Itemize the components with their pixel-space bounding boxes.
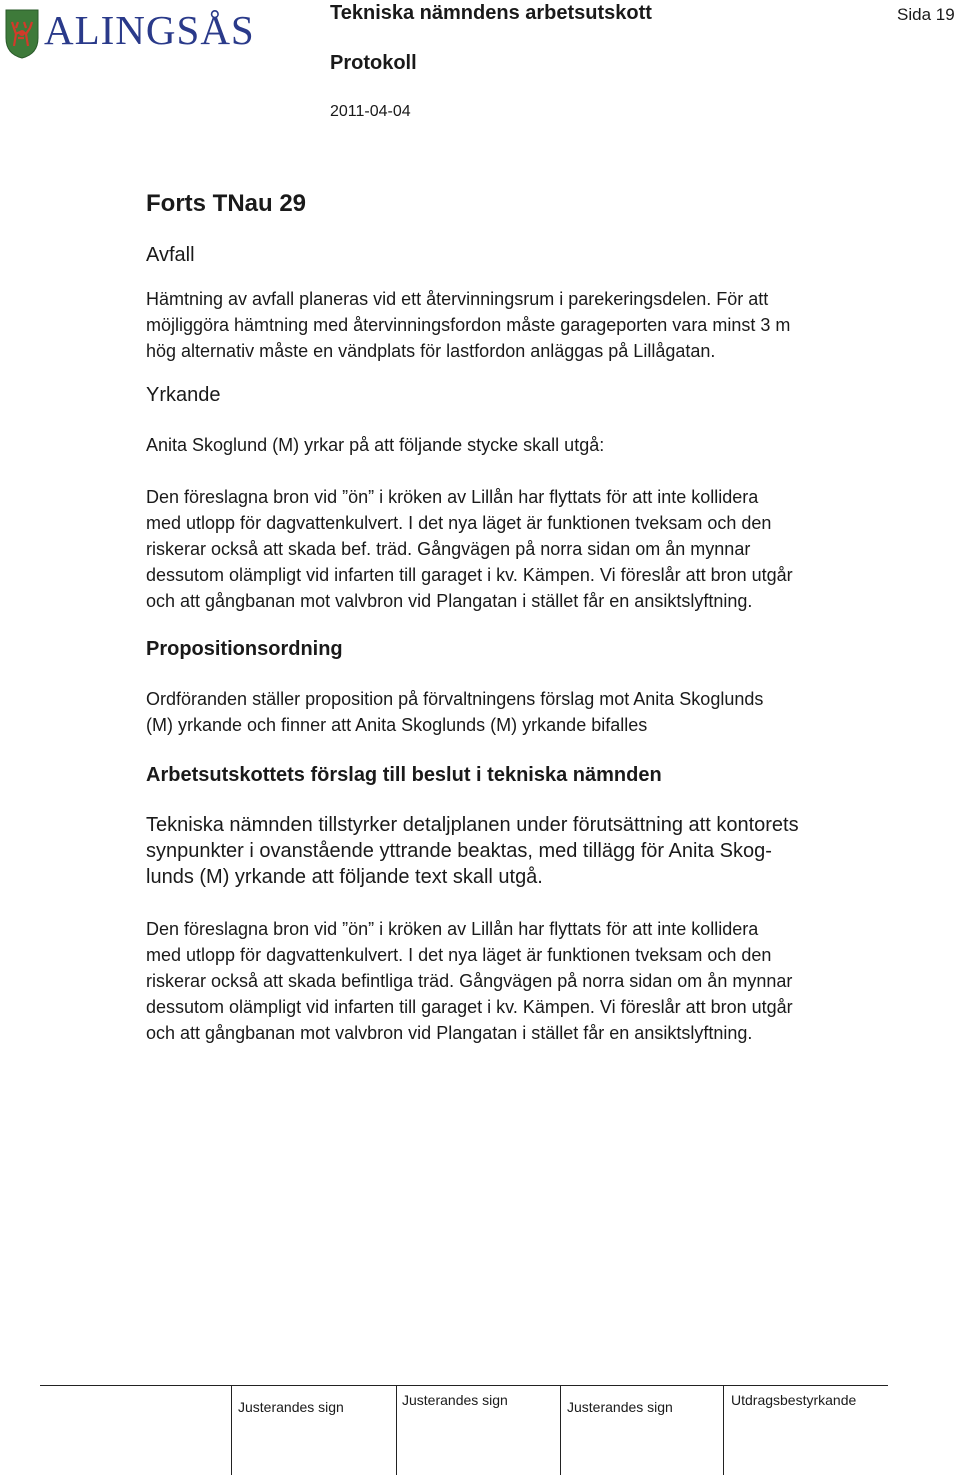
alingsas-logo xyxy=(0,4,260,62)
document-type: Protokoll xyxy=(330,52,417,74)
signature-label-2: Justerandes sign xyxy=(402,1392,508,1408)
text-line: dessutom olämpligt vid infarten till garaget i kv. Kämpen. Vi föreslår att bron utgår xyxy=(146,565,793,585)
text-line: (M) yrkande och finner att Anita Skoglunds (M) yrkande bifalles xyxy=(146,715,648,735)
yrkande-heading: Yrkande xyxy=(146,384,221,406)
text-line: dessutom olämpligt vid infarten till garaget i kv. Kämpen. Vi föreslår att bron utgår xyxy=(146,997,793,1017)
text-line: Den föreslagna bron vid ”ön” i kröken av Lillån har flyttats för att inte kollidera xyxy=(146,487,759,507)
subheading-avfall: Avfall xyxy=(146,244,195,266)
page-number: Sida 19 xyxy=(897,5,955,24)
document-date: 2011-04-04 xyxy=(330,103,411,120)
signature-divider xyxy=(396,1385,397,1475)
forslag-text xyxy=(146,812,906,890)
forslag-heading: Arbetsutskottets förslag till beslut i tekniska nämnden xyxy=(146,764,662,786)
yrkande-text xyxy=(146,484,906,614)
text-line: hög alternativ måste en vändplats för lastfordon anläggas på Lillågatan. xyxy=(146,341,716,361)
final-text xyxy=(146,916,906,1046)
text-line: Ordföranden ställer proposition på förvaltningens förslag mot Anita Skoglunds xyxy=(146,689,764,709)
signature-divider xyxy=(560,1385,561,1475)
signature-divider xyxy=(231,1385,232,1475)
text-line: och att gångbanan mot valvbron vid Plangatan i stället får en ansiktslyftning. xyxy=(146,1023,753,1043)
text-line: riskerar också att skada befintliga träd. Gångvägen på norra sidan om ån mynnar xyxy=(146,971,793,991)
text-line: riskerar också att skada bef. träd. Gångvägen på norra sidan om ån mynnar xyxy=(146,539,751,559)
propositionsordning-heading: Propositionsordning xyxy=(146,638,343,660)
signature-label-1: Justerandes sign xyxy=(238,1399,344,1415)
document-body xyxy=(146,186,906,1046)
text-line: med utlopp för dagvattenkulvert. I det nya läget är funktionen tveksam och den xyxy=(146,513,772,533)
signature-divider xyxy=(723,1385,724,1475)
text-line: möjliggöra hämtning med återvinningsfordon måste garageporten vara minst 3 m xyxy=(146,315,791,335)
text-line: Den föreslagna bron vid ”ön” i kröken av Lillån har flyttats för att inte kollidera xyxy=(146,919,759,939)
proposition-text xyxy=(146,686,906,738)
paragraph-avfall xyxy=(146,286,906,364)
text-line: med utlopp för dagvattenkulvert. I det nya läget är funktionen tveksam och den xyxy=(146,945,772,965)
extract-certifier-label: Utdragsbestyrkande xyxy=(731,1392,857,1408)
text-line: lunds (M) yrkande att följande text skall utgå. xyxy=(146,866,543,888)
committee-title: Tekniska nämndens arbetsutskott xyxy=(330,2,652,24)
logo-text: ALINGSÅS xyxy=(44,7,255,53)
section-heading: Forts TNau 29 xyxy=(146,190,307,217)
text-line: Hämtning av avfall planeras vid ett återvinningsrum i parekeringsdelen. För att xyxy=(146,289,769,309)
coat-of-arms-icon xyxy=(4,8,40,60)
yrkande-intro: Anita Skoglund (M) yrkar på att följande stycke skall utgå: xyxy=(146,435,605,455)
footer-rule xyxy=(40,1385,888,1386)
text-line: Tekniska nämnden tillstyrker detaljplanen under förutsättning att kontorets xyxy=(146,814,799,836)
signature-label-3: Justerandes sign xyxy=(567,1399,673,1415)
text-line: synpunkter i ovanstående yttrande beaktas, med tillägg för Anita Skog- xyxy=(146,840,772,862)
text-line: och att gångbanan mot valvbron vid Plangatan i stället får en ansiktslyftning. xyxy=(146,591,753,611)
